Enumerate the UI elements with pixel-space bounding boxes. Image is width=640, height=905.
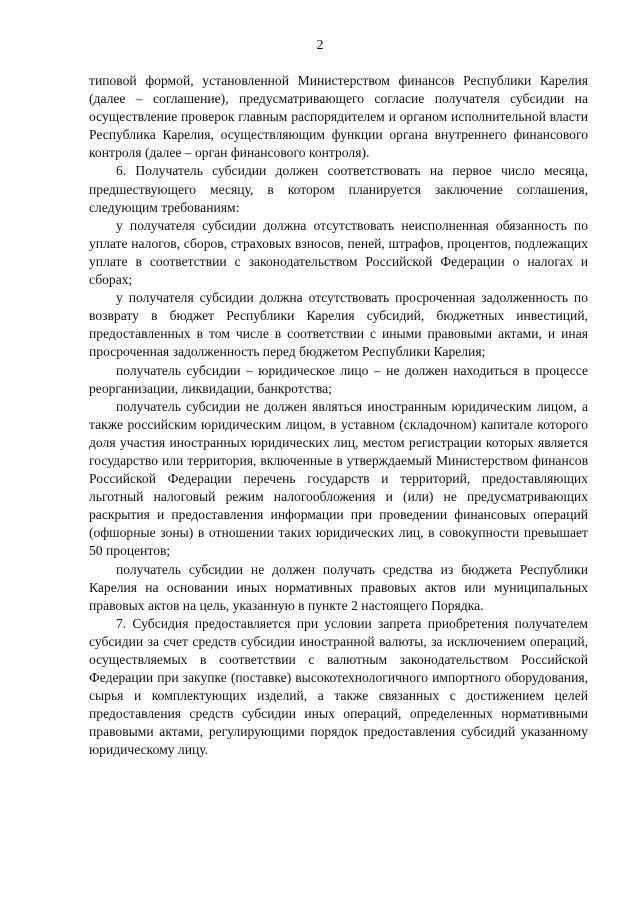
- paragraph-requirement-other-funds: получатель субсидии не должен получать средства из бюджета Республики Карелия на основании иных нормативных правовых актов или муниципальных правовых актов на цель, указанную в пункте 2 настоящего Порядка.: [89, 561, 588, 613]
- paragraph-requirement-reorganization: получатель субсидии – юридическое лицо – не должен находиться в процессе реорганизации, ликвидации, банкротства;: [89, 362, 588, 396]
- paragraph-continuation: типовой формой, установленной Министерством финансов Республики Карелия (далее – соглашение), предусматривающего согласие получателя субсидии на осуществление проверок главным распорядителем и органом исполнительной власти Республика Карелия, осуществляющим функции органа внутреннего финансового контроля (далее – орган финансового контроля).: [89, 73, 588, 161]
- paragraph-requirement-taxes: у получателя субсидии должна отсутствовать неисполненная обязанность по уплате налогов, сборов, страховых взносов, пеней, штрафов, процентов, подлежащих уплате в соответствии с законодательством Российской Федерации о налогах и сборах;: [89, 217, 588, 288]
- paragraph-requirement-debt: у получателя субсидии должна отсутствовать просроченная задолженность по возврату в бюджет Республики Карелия субсидий, бюджетных инвестиций, предоставленных в том числе в соответствии с иными правовыми актами, и иная просроченная задолженность перед бюджетом Республики Карелия;: [89, 290, 588, 360]
- paragraph-item-6: 6. Получатель субсидии должен соответствовать на первое число месяца, предшествующего месяцу, в котором планируется заключение соглашения, следующим требованиям:: [89, 163, 588, 215]
- document-body: [89, 72, 588, 760]
- paragraph-requirement-foreign-entity: получатель субсидии не должен являться иностранным юридическим лицом, а также российским юридическим лицом, в уставном (складочном) капитале которого доля участия иностранных юридических лиц, местом регистрации которых является государство или территория, включенные в утверждаемый Министерством финансов Российской Федерации перечень государств и территорий, предоставляющих льготный налоговый режим налогообложения и (или) не предусматривающих раскрытия и предоставления информации при проведении финансовых операций (офшорные зоны) в отношении таких юридических лиц, в совокупности превышает 50 процентов;: [89, 398, 588, 559]
- paragraph-item-7: 7. Субсидия предоставляется при условии запрета приобретения получателем субсидии за счет средств субсидии иностранной валюты, за исключением операций, осуществляемых в соответствии с валютным законодательством Российской Федерации при закупке (поставке) высокотехнологичного импортного оборудования, сырья и комплектующих изделий, а также связанных с достижением целей предоставления средств субсидии иных операций, определенных нормативными правовыми актами, регулирующими порядок предоставления субсидий указанному юридическому лицу.: [89, 615, 588, 758]
- page-number: 2: [316, 38, 324, 53]
